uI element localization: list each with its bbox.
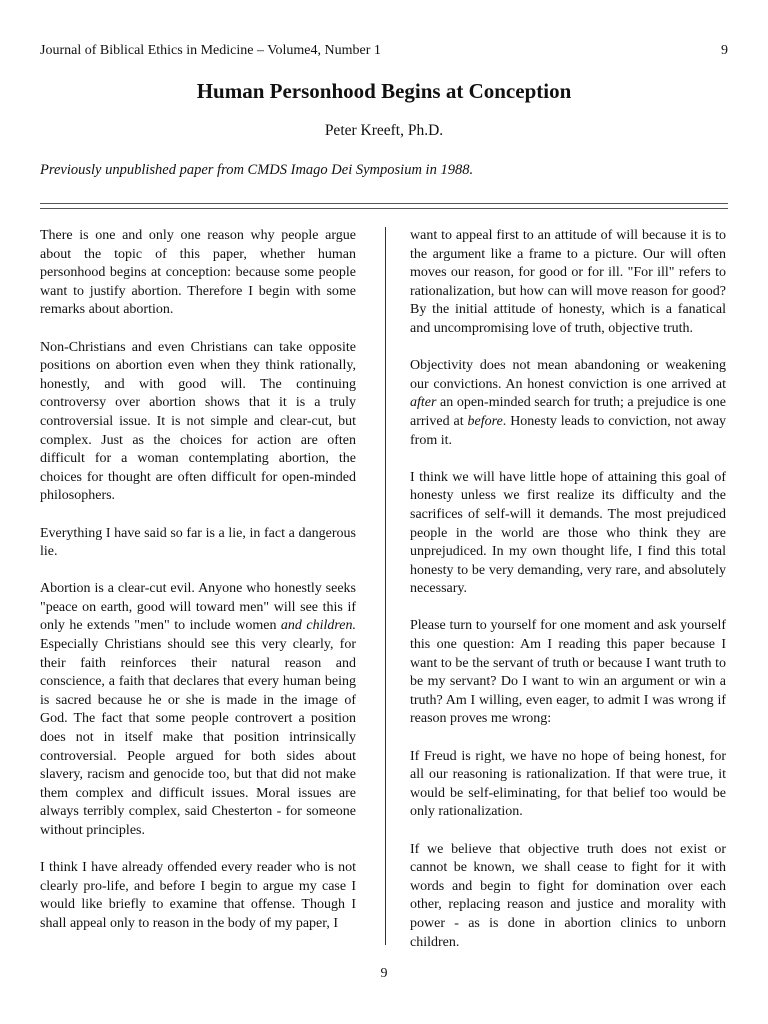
paragraph: Please turn to yourself for one moment and ask yourself this one question: Am I reading this paper because I want to be the servant of truth or because I want truth to be my servant? Do I want to win an argument or win a truth? Am I willing, even eager, to admit I was wrong if reason proves me wrong: — [410, 618, 726, 727]
paragraph — [40, 580, 356, 840]
paragraph: If we believe that objective truth does not exist or cannot be known, we shall cease to fight for it with words and begin to fight for domination over each other, replacing reason and justice and morality with power - as is done in abortion clinics to unborn children. — [410, 841, 726, 950]
text-run: . Honesty leads to conviction, not away from it. — [410, 413, 727, 448]
paragraph: If Freud is right, we have no hope of being honest, for all our reasoning is rationalization. If that were true, it would be self-eliminating, for that belief too would be only rationalization. — [410, 748, 726, 820]
paragraph: I think I have already offended every reader who is not clearly pro-life, and before I begin to argue my case I would like briefly to examine that offense. Though I shall appeal only to reason in the body of my paper, I — [40, 860, 356, 931]
author-name: Peter Kreeft, Ph.D. — [324, 122, 444, 139]
footer-page-number: 9 — [380, 966, 388, 981]
header-divider-bottom — [40, 208, 728, 209]
journal-title: Journal of Biblical Ethics in Medicine – Volume4, Number 1 — [40, 43, 381, 58]
text-run: Abortion is a clear-cut evil. Anyone who honestly seeks "peace on earth, good will toward men" will see this if only he extends "men" to include women — [40, 581, 356, 634]
left-column — [40, 227, 356, 952]
article-title: Human Personhood Begins at Conception — [196, 79, 572, 103]
paragraph: want to appeal first to an attitude of will because it is to the argument like a frame to a picture. Our will often moves our reason, for good or for ill. "For ill" refers to rationalization, but how can will move reason for good? By the initial attitude of honesty, which is a fanatical and uncompromising love of truth, objective truth. — [410, 228, 726, 336]
text-run: Objectivity does not mean abandoning or weakening our convictions. An honest conviction is one arrived at — [410, 358, 726, 392]
text-run: an open-minded search for truth; a prejudice is one arrived at — [410, 395, 726, 429]
paragraph: I think we will have little hope of attaining this goal of honesty unless we first realize its difficulty and the sacrifices of self-will it demands. The most prejudiced people in the world are those who think they are unprejudiced. In my own thought life, I find this total honesty to be very demanding, very rare, and absolutely necessary. — [410, 469, 726, 597]
right-column — [410, 227, 726, 971]
paragraph: There is one and only one reason why people argue about the topic of this paper, whether human personhood begins at conception: because some people want to justify abortion. Therefore I begin with some remarks about abortion. — [40, 228, 356, 318]
italic-text: and children. — [280, 618, 356, 634]
header-divider-top — [40, 203, 728, 204]
italic-text: before — [467, 413, 503, 429]
text-run: Especially Christians should see this very clearly, for their faith reinforces their natural reason and conscience, a faith that declares that every human being is sacred because he or she is made in the image of God. The fact that some people controvert a position does not in itself make that position intrinsically controversial. People argued for both sides about slavery, racism and genocide too, but that did not make them complex and difficult issues. Moral issues are always terribly complex, said Chesterton - for someone without principles. — [40, 637, 356, 838]
publication-note: Previously unpublished paper from CMDS Imago Dei Symposium in 1988. — [40, 162, 474, 178]
paragraph — [410, 357, 726, 450]
paragraph: Non-Christians and even Christians can take opposite positions on abortion even when they think rationally, honestly, and with good will. The continuing controversy over abortion shows that it is a truly controversial issue. It is not simple and clear-cut, but complex. Just as the choices for action are often difficult for a woman contemplating abortion, the choices for thought are often difficult for open-minded philosophers. — [40, 339, 356, 504]
column-divider — [385, 227, 386, 945]
header-page-number: 9 — [721, 43, 728, 58]
paragraph: Everything I have said so far is a lie, in fact a dangerous lie. — [40, 525, 356, 560]
running-header — [40, 42, 728, 60]
italic-text: after — [410, 395, 437, 411]
